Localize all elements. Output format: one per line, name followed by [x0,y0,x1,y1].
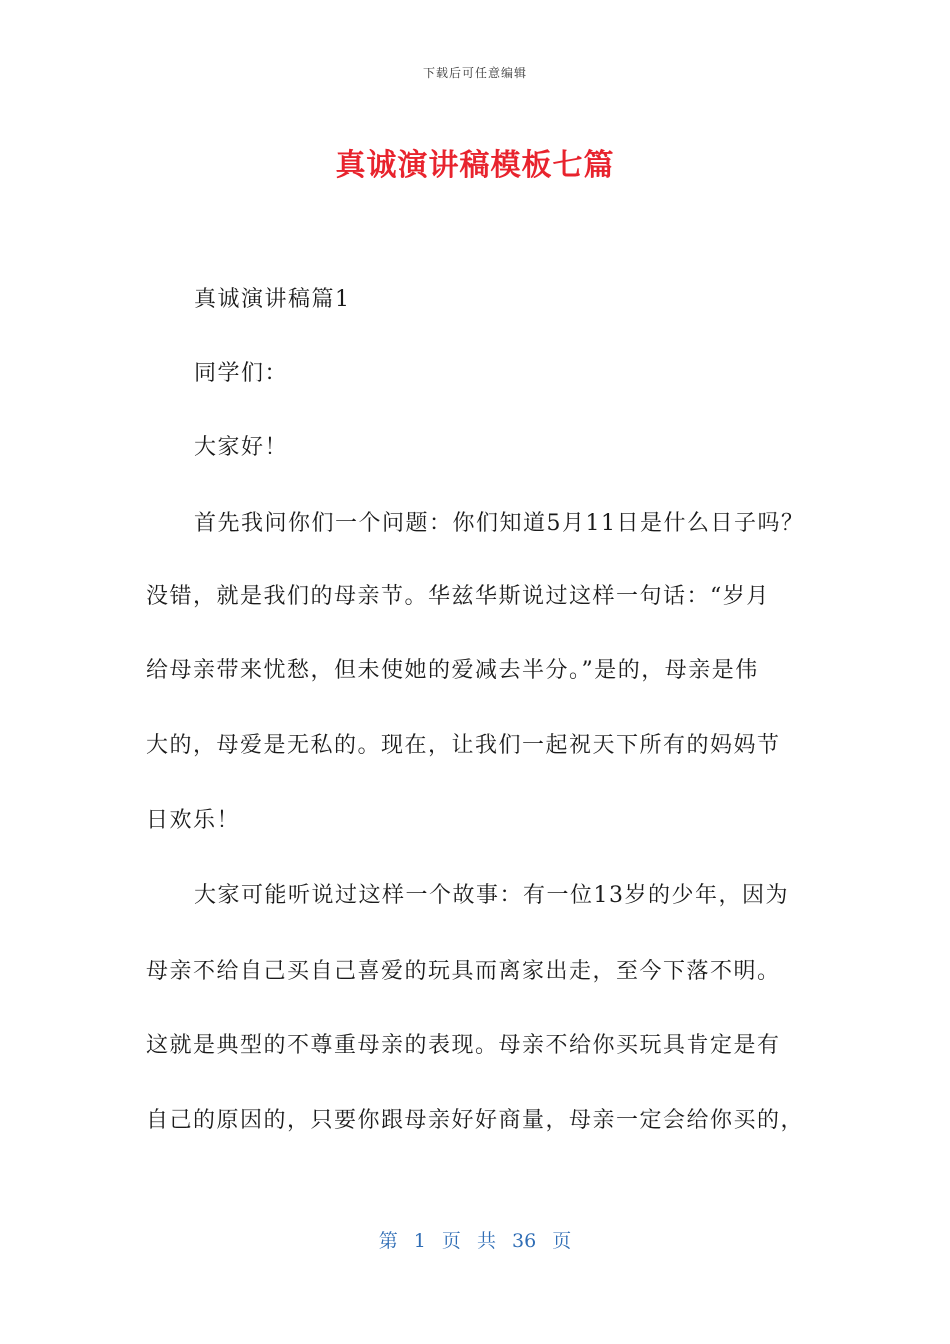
paragraph-line: 首先我问你们一个问题：你们知道5月11日是什么日子吗？ [194,511,805,536]
salutation: 同学们： [194,361,289,386]
section-heading: 真诚演讲稿篇1 [194,287,351,312]
page-number-footer: 第 1 页 共 36 页 [378,1230,572,1252]
paragraph-line: 大家可能听说过这样一个故事：有一位13岁的少年，因为 [194,883,789,908]
greeting: 大家好！ [194,435,289,460]
page-header: 下载后可任意编辑 [422,66,527,80]
paragraph-line: 自己的原因的，只要你跟母亲好好商量，母亲一定会给你买的， [146,1108,805,1133]
paragraph-line: 这就是典型的不尊重母亲的表现。母亲不给你买玩具肯定是有 [146,1033,781,1058]
paragraph-line: 没错，就是我们的母亲节。华兹华斯说过这样一句话：“岁月 [146,584,770,609]
paragraph-line: 日欢乐！ [146,808,241,833]
document-title: 真诚演讲稿模板七篇 [335,148,615,183]
paragraph-line: 给母亲带来忧愁，但未使她的爱减去半分。”是的，母亲是伟 [146,658,759,683]
paragraph-line: 母亲不给自己买自己喜爱的玩具而离家出走，至今下落不明。 [146,959,781,984]
paragraph-line: 大的，母爱是无私的。现在，让我们一起祝天下所有的妈妈节 [146,733,781,758]
